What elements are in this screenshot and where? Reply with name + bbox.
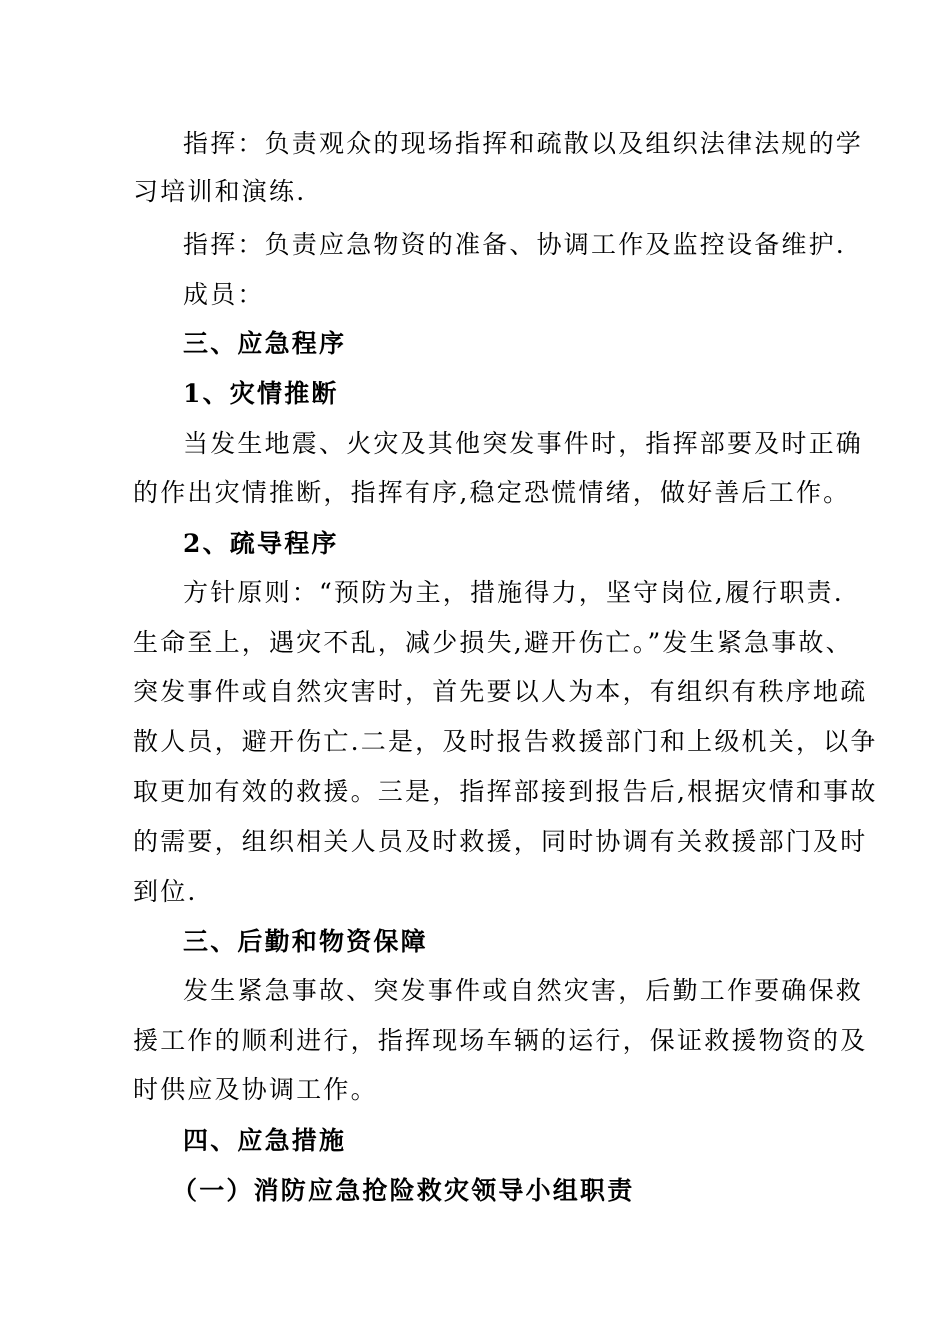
paragraph-line: 指挥：负责应急物资的准备、协调工作及监控设备维护. bbox=[183, 230, 846, 259]
subsection-heading: 1、灾情推断 bbox=[183, 379, 339, 408]
section-heading: 三、后勤和物资保障 bbox=[183, 927, 428, 956]
paragraph-line: 习培训和演练. bbox=[133, 177, 307, 206]
paragraph-line: 的需要，组织相关人员及时救援，同时协调有关救援部门及时 bbox=[133, 827, 868, 856]
paragraph-line: 成员： bbox=[183, 280, 265, 309]
paragraph-line: 散人员，避开伤亡.二是，及时报告救援部门和上级机关，以争 bbox=[133, 727, 878, 756]
paragraph-line: 取更加有效的救援。三是，指挥部接到报告后,根据灾情和事故 bbox=[133, 777, 878, 806]
paragraph-line: 生命至上，遇灾不乱，减少损失,避开伤亡。”发生紧急事故、 bbox=[133, 628, 853, 657]
paragraph-line: 方针原则：“预防为主，措施得力，坚守岗位,履行职责. bbox=[183, 578, 844, 607]
paragraph-line: 发生紧急事故、突发事件或自然灾害，后勤工作要确保救 bbox=[183, 976, 864, 1005]
paragraph-line: 援工作的顺利进行，指挥现场车辆的运行，保证救援物资的及 bbox=[133, 1026, 868, 1055]
paragraph-line: 突发事件或自然灾害时，首先要以人为本，有组织有秩序地疏 bbox=[133, 677, 868, 706]
paragraph-line: 的作出灾情推断，指挥有序,稳定恐慌情绪，做好善后工作。 bbox=[133, 478, 851, 507]
subsection-heading: 2、疏导程序 bbox=[183, 529, 339, 558]
section-heading: 四、应急措施 bbox=[183, 1126, 347, 1155]
paragraph-line: 当发生地震、火灾及其他突发事件时，指挥部要及时正确 bbox=[183, 429, 864, 458]
section-heading: 三、应急程序 bbox=[183, 329, 347, 358]
paragraph-line: 到位. bbox=[133, 877, 198, 906]
subsection-heading: （一）消防应急抢险救灾领导小组职责 bbox=[172, 1176, 635, 1205]
paragraph-line: 时供应及协调工作。 bbox=[133, 1075, 378, 1104]
paragraph-line: 指挥：负责观众的现场指挥和疏散以及组织法律法规的学 bbox=[183, 129, 864, 158]
